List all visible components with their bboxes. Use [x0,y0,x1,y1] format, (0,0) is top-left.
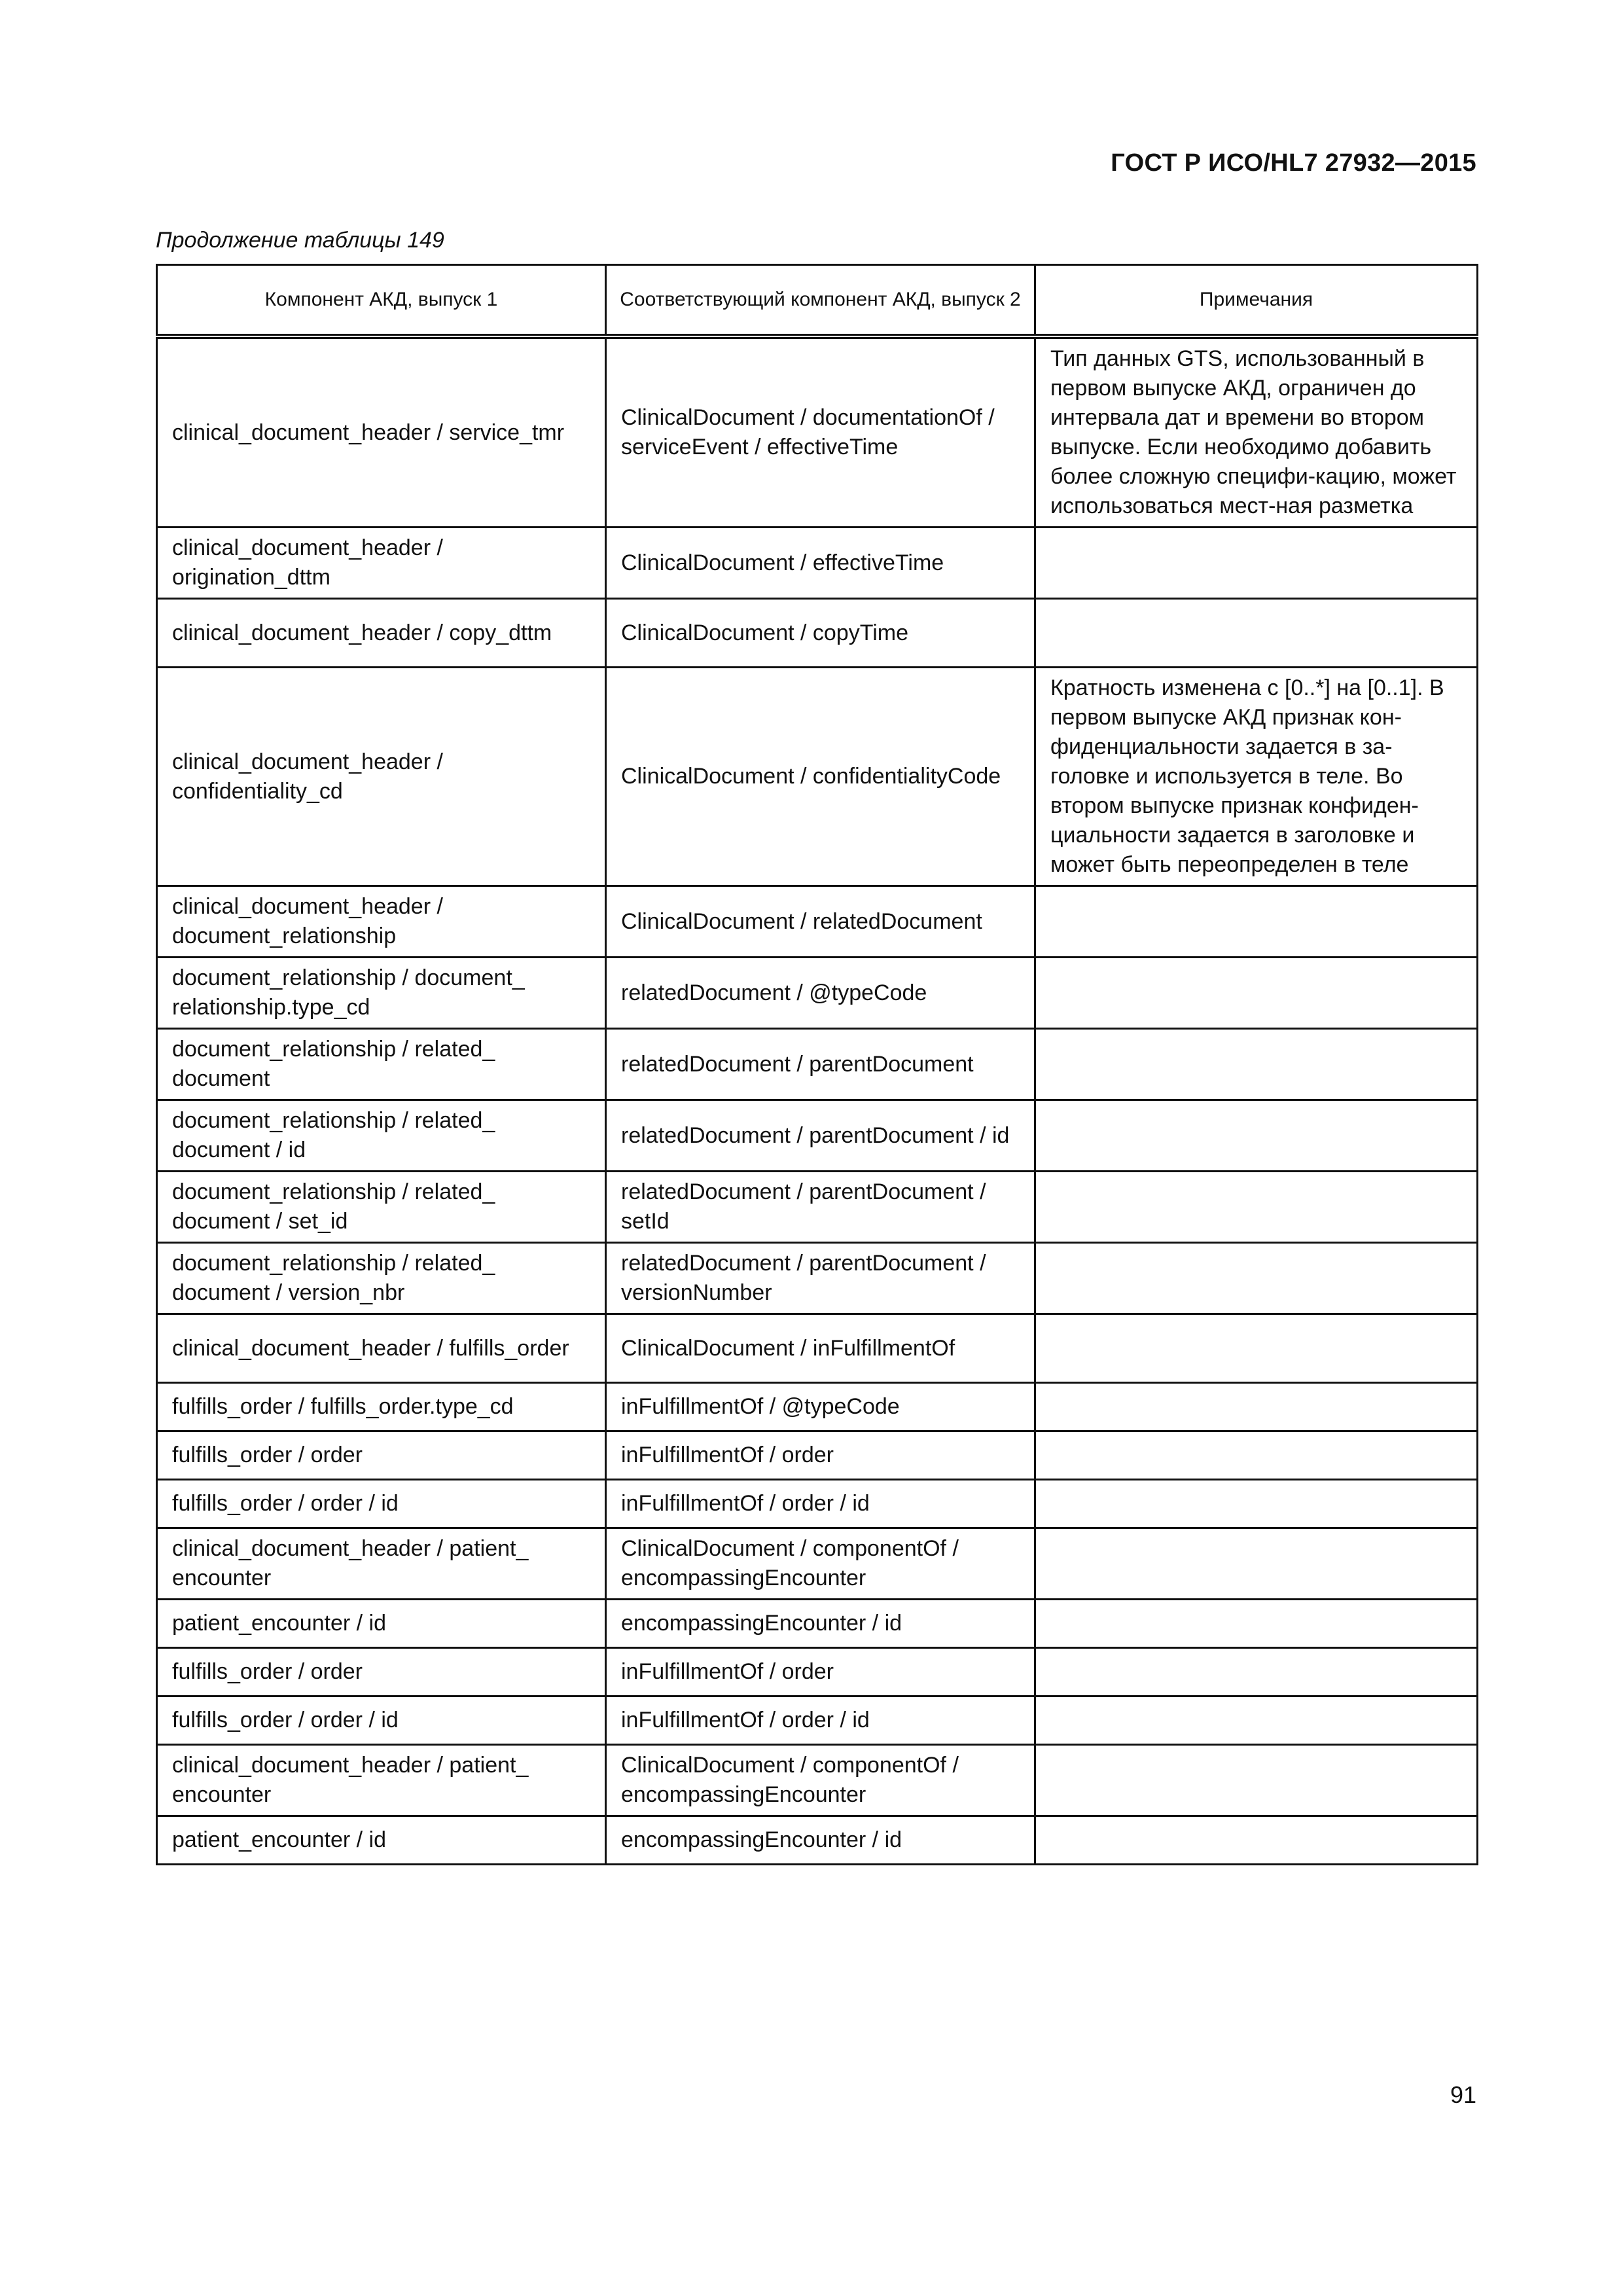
table-cell: fulfills_order / fulfills_order.type_cd [157,1383,606,1431]
mapping-table [156,264,1478,1865]
table-row [157,886,1478,958]
table-cell [1035,1480,1478,1528]
table-cell: patient_encounter / id [157,1600,606,1648]
table-row [157,336,1478,528]
table-cell: relatedDocument / parentDocument [606,1029,1035,1100]
table-row [157,1816,1478,1865]
table-row [157,1100,1478,1172]
table-cell: encompassingEncounter / id [606,1600,1035,1648]
table-cell [1035,1100,1478,1172]
document-standard-title: ГОСТ Р ИСО/HL7 27932—2015 [1111,149,1476,177]
table-cell [1035,1243,1478,1314]
table-cell: fulfills_order / order [157,1648,606,1696]
table-cell: clinical_document_header / patient_ encounter [157,1745,606,1816]
table-row [157,1528,1478,1600]
table-cell: ClinicalDocument / inFulfillmentOf [606,1314,1035,1383]
table-cell: ClinicalDocument / documentationOf / serviceEvent / effectiveTime [606,336,1035,528]
table-cell: clinical_document_header / origination_dttm [157,528,606,599]
table-cell: relatedDocument / parentDocument / id [606,1100,1035,1172]
page-number: 91 [1450,2081,1476,2108]
table-cell: relatedDocument / @typeCode [606,958,1035,1029]
table-cell [1035,1600,1478,1648]
table-cell: clinical_document_header / copy_dttm [157,599,606,668]
table-cell: patient_encounter / id [157,1816,606,1865]
table-row [157,958,1478,1029]
table-cell: fulfills_order / order [157,1431,606,1480]
table-cell: document_relationship / related_ document [157,1029,606,1100]
table-row [157,1243,1478,1314]
table-row [157,1600,1478,1648]
table-cell [1035,1029,1478,1100]
table-cell [1035,958,1478,1029]
table-cell [1035,599,1478,668]
table-cell: clinical_document_header / service_tmr [157,336,606,528]
table-cell: Кратность изменена с [0..*] на [0..1]. В первом выпуске АКД признак кон-фиденциальности задается в за-головке и используется в теле. Во втором выпуске признак конфиден-циальности задается в заголовке и может быть переопределен в теле [1035,668,1478,886]
table-cell [1035,1172,1478,1243]
table-cell: clinical_document_header / patient_ encounter [157,1528,606,1600]
table-cell: document_relationship / related_ document / version_nbr [157,1243,606,1314]
table-row [157,1745,1478,1816]
table-cell: document_relationship / related_ document / id [157,1100,606,1172]
table-cell [1035,886,1478,958]
table-row [157,1431,1478,1480]
table-row [157,1648,1478,1696]
table-cell: fulfills_order / order / id [157,1696,606,1745]
table-cell: clinical_document_header / confidentiality_cd [157,668,606,886]
table-caption: Продолжение таблицы 149 [156,228,444,253]
column-header: Компонент АКД, выпуск 1 [157,265,606,337]
table-cell [1035,1383,1478,1431]
table-cell: Тип данных GTS, использованный в первом выпуске АКД, ограничен до интервала дат и времени во втором выпуске. Если необходимо добавить более сложную специфи-кацию, может использоваться мест-ная разметка [1035,336,1478,528]
table-cell: clinical_document_header / fulfills_order [157,1314,606,1383]
table-cell: document_relationship / document_ relationship.type_cd [157,958,606,1029]
table-cell: clinical_document_header / document_relationship [157,886,606,958]
table-header-row [157,265,1478,337]
table-row [157,1480,1478,1528]
table-cell: ClinicalDocument / confidentialityCode [606,668,1035,886]
table-cell: ClinicalDocument / effectiveTime [606,528,1035,599]
table-row [157,668,1478,886]
table-cell: relatedDocument / parentDocument / versionNumber [606,1243,1035,1314]
table-cell [1035,1648,1478,1696]
table-row [157,1172,1478,1243]
table-cell [1035,1314,1478,1383]
table-cell: ClinicalDocument / copyTime [606,599,1035,668]
table-cell: relatedDocument / parentDocument / setId [606,1172,1035,1243]
table-cell [1035,1528,1478,1600]
table-cell: inFulfillmentOf / order / id [606,1696,1035,1745]
table-row [157,1696,1478,1745]
table-cell: inFulfillmentOf / @typeCode [606,1383,1035,1431]
table-cell [1035,528,1478,599]
table-row [157,1314,1478,1383]
table-cell [1035,1816,1478,1865]
table-cell: ClinicalDocument / componentOf / encompassingEncounter [606,1745,1035,1816]
column-header: Соответствующий компонент АКД, выпуск 2 [606,265,1035,337]
table-cell: document_relationship / related_ document / set_id [157,1172,606,1243]
table-cell: inFulfillmentOf / order / id [606,1480,1035,1528]
table-cell [1035,1745,1478,1816]
table-cell: ClinicalDocument / relatedDocument [606,886,1035,958]
table-cell: inFulfillmentOf / order [606,1648,1035,1696]
table-row [157,599,1478,668]
table-row [157,1029,1478,1100]
table-cell: encompassingEncounter / id [606,1816,1035,1865]
table-cell [1035,1431,1478,1480]
table-cell: ClinicalDocument / componentOf / encompassingEncounter [606,1528,1035,1600]
column-header: Примечания [1035,265,1478,337]
table-cell: inFulfillmentOf / order [606,1431,1035,1480]
table-cell: fulfills_order / order / id [157,1480,606,1528]
table-row [157,1383,1478,1431]
table-row [157,528,1478,599]
table-cell [1035,1696,1478,1745]
